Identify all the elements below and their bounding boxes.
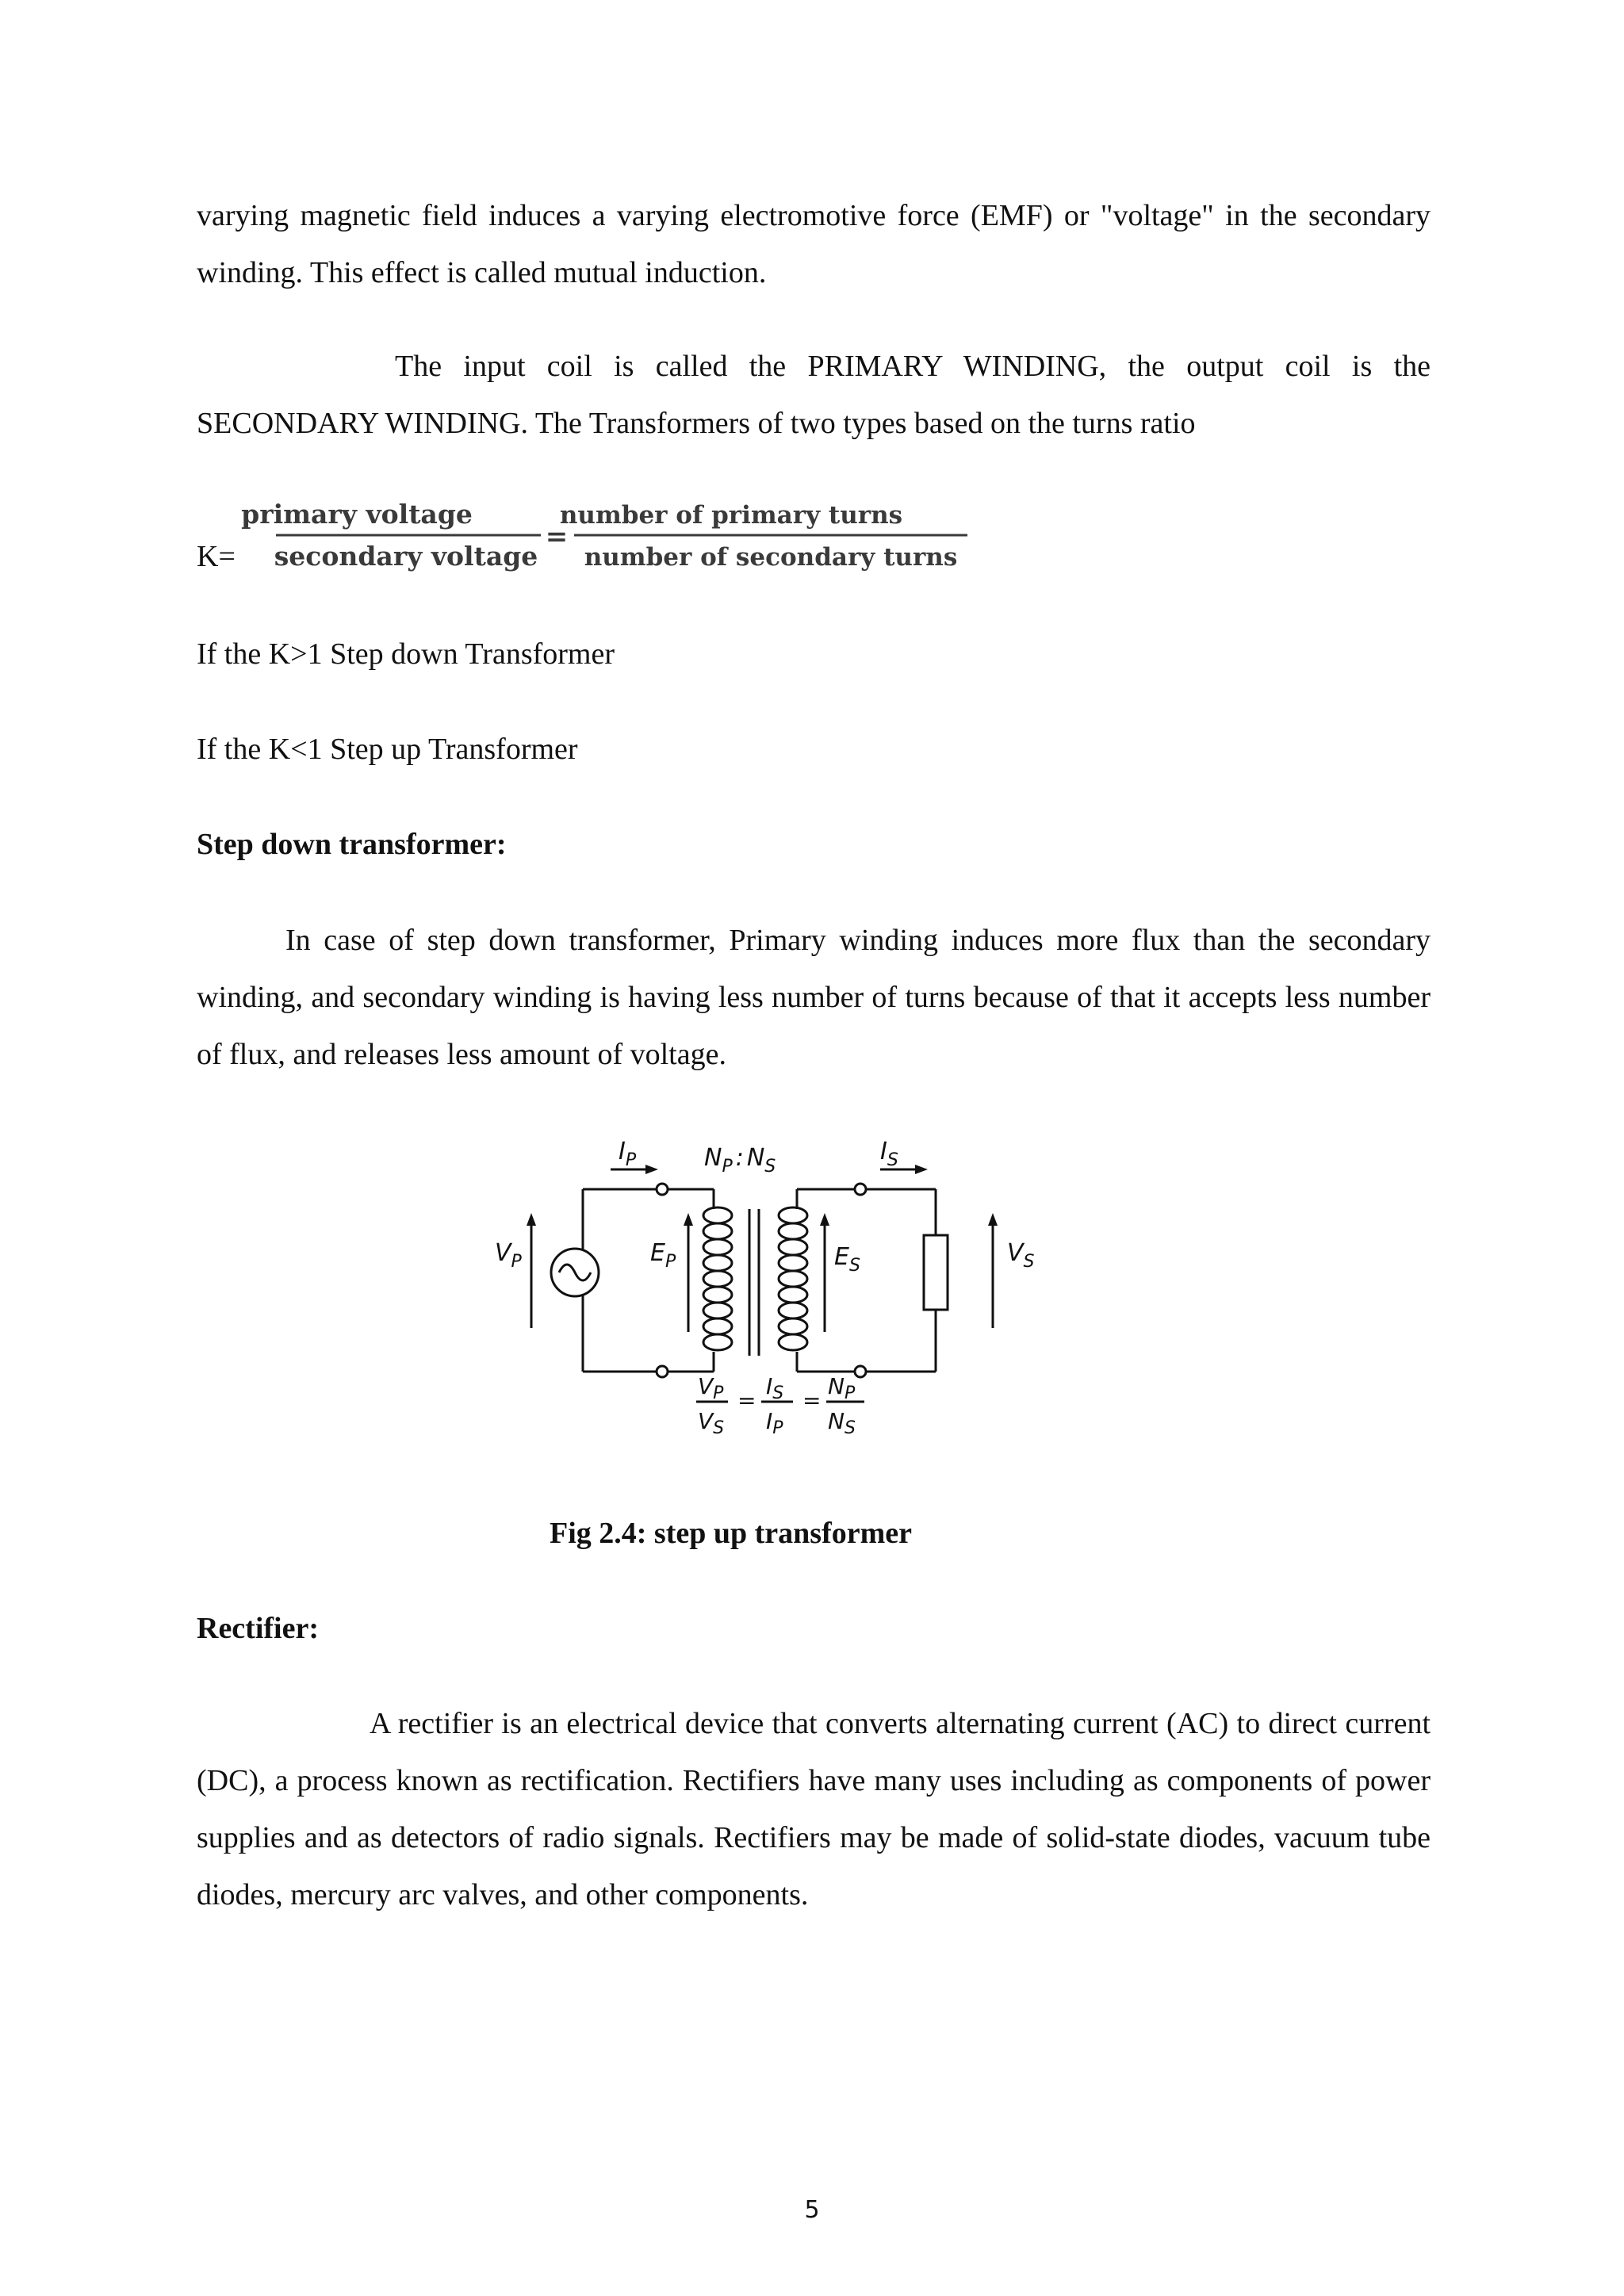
label-np-ns: $N_P$ : $N_S$: [704, 1144, 776, 1177]
label-is: $I_S$: [880, 1138, 898, 1170]
is-arrow-head: [915, 1165, 928, 1174]
rectifier-heading: Rectifier:: [197, 1612, 319, 1645]
terminal-secondary-bottom: [855, 1366, 866, 1377]
eq-fig-ip: $I_P$: [766, 1408, 783, 1438]
eq-fig-ns: $N_S$: [828, 1408, 856, 1438]
winding-paragraph: The input coil is called the PRIMARY WINDING, the output coil is the SECONDARY WINDING. The Transformers of two types based on the turns ratio: [197, 350, 1431, 440]
eq-fig-is: $I_S$: [766, 1373, 784, 1403]
label-es: $E_S$: [834, 1243, 860, 1276]
rectifier-paragraph: A rectifier is an electrical device that converts alternating current (AC) to direct current (DC), a process known as rectification. Rectifiers have many uses including as components of power supplies and as detectors of radio signals. Rectifiers may be made of solid-state diodes, vacuum tube diodes, mercury arc valves, and other components.: [197, 1707, 1431, 1911]
intro-paragraph: varying magnetic field induces a varying electromotive force (EMF) or "voltage" in the secondary winding. This effect is called mutual induction.: [197, 199, 1431, 289]
figure-caption: Fig 2.4: step up transformer: [550, 1517, 912, 1550]
label-vp: $V_P$: [495, 1239, 522, 1272]
turns-ratio-equation: [241, 492, 983, 579]
secondary-coil: [779, 1207, 807, 1350]
eq-fig-equals-2: =: [802, 1387, 822, 1414]
vs-arrow-head: [988, 1213, 998, 1226]
ip-arrow-head: [645, 1165, 658, 1174]
label-ip: $I_P$: [619, 1138, 637, 1170]
condition-step-up: If the K<1 Step up Transformer: [197, 733, 578, 766]
eq-fig-equals-1: =: [737, 1387, 756, 1414]
step-down-paragraph: In case of step down transformer, Primary winding induces more flux than the secondary winding, and secondary winding is having less number of turns because of that it accepts less number of flux, and releases less amount of voltage.: [197, 924, 1431, 1071]
vp-arrow-head: [527, 1213, 536, 1226]
eq-fig-vp: $V_P$: [698, 1373, 724, 1403]
ratio-k-label: K=: [197, 540, 236, 573]
terminal-primary-bottom: [657, 1366, 668, 1377]
page-number: 5: [804, 2196, 820, 2224]
eq-lhs-numerator: primary voltage: [241, 499, 473, 530]
step-down-heading: Step down transformer:: [197, 828, 507, 861]
primary-coil: [703, 1207, 732, 1350]
label-ep: $E_P$: [650, 1239, 676, 1272]
transformer-circuit-diagram: [492, 1134, 1063, 1451]
eq-rhs-numerator: number of primary turns: [559, 501, 903, 530]
eq-fig-np: $N_P$: [828, 1373, 856, 1403]
label-vs: $V_S$: [1007, 1239, 1035, 1272]
eq-rhs-denominator: number of secondary turns: [584, 543, 958, 572]
es-arrow-head: [820, 1213, 829, 1226]
load-resistor: [924, 1235, 948, 1310]
ep-arrow-head: [684, 1213, 693, 1226]
eq-lhs-denominator: secondary voltage: [274, 541, 538, 572]
terminal-secondary-top: [855, 1184, 866, 1195]
terminal-primary-top: [657, 1184, 668, 1195]
eq-fig-vs: $V_S$: [698, 1408, 725, 1438]
condition-step-down: If the K>1 Step down Transformer: [197, 637, 615, 671]
eq-equals: =: [545, 521, 569, 553]
